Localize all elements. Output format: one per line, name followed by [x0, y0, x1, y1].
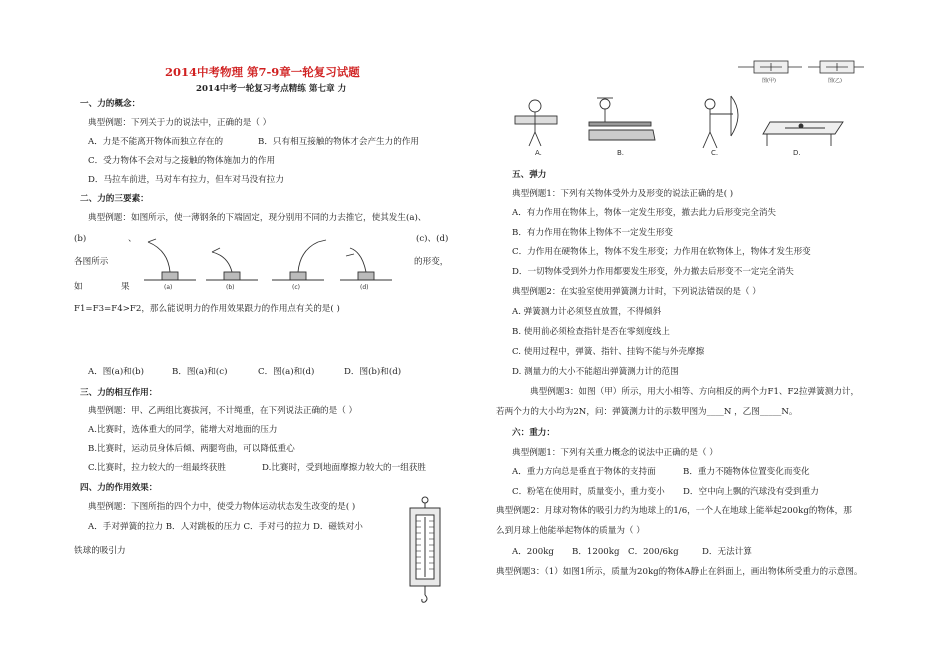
question-force-concept: 典型例题：下列关于力的说法中，正确的是（ ）: [88, 118, 272, 128]
section-gravity-heading: 六：重力：: [512, 428, 555, 438]
question-three-elements-cd: (c)、(d): [416, 234, 449, 244]
steel-strip-deformation-figure: [140, 238, 406, 293]
page-subtitle: 2014中考一轮复习考点精练 第七章 力: [196, 84, 347, 94]
option-a: A．图(a)和(b): [88, 367, 145, 377]
option-b: B．有力作用在物体上物体不一定发生形变: [512, 228, 674, 238]
fig-label-d: (d): [360, 284, 369, 291]
fig-label-jia: 图(甲): [762, 78, 776, 84]
fig-label-c: (c): [292, 284, 300, 291]
question-moon-gravity-line2: 么到月球上他能举起物体的质量为（ ）: [496, 526, 645, 536]
section-force-concept-heading: 一、力的概念：: [80, 99, 141, 109]
question-deformation: 典型例题1：下列有关物体受外力及形变的说法正确的是( ): [512, 189, 734, 199]
question-force-effect-options: A．手对弹簧的拉力 B．人对跳板的压力 C．手对弓的拉力 D．磁铁对小: [88, 522, 363, 532]
option-d: D.比赛时，受到地面摩擦力较大的一组获胜: [262, 463, 427, 473]
option-c: C. 使用过程中，弹簧、指针、挂钩不能与外壳摩擦: [512, 347, 705, 357]
fig-label-b: (b): [226, 284, 235, 291]
question-moon-gravity-line1: 典型例题2：月球对物体的吸引力约为地球上的1/6，一个人在地球上能举起200kg的物体，那: [496, 506, 852, 516]
question-three-elements-comma: 、: [128, 234, 137, 244]
option-c: C．粉笔在使用时，质量变小，重力变小: [512, 487, 665, 497]
option-b: B．重力不随物体位置变化而变化: [683, 467, 810, 477]
option-c: C．力作用在硬物体上，物体不发生形变；力作用在软物体上，物体才发生形变: [512, 247, 811, 257]
question-three-elements-guo: 果: [121, 282, 130, 292]
option-a: A．重力方向总是垂直于物体的支持面: [512, 467, 656, 477]
option-a: A．200kg: [512, 547, 554, 557]
option-c: C.比赛时，拉力较大的一组最终获胜: [88, 463, 226, 473]
question-three-elements-line1: 典型例题：如图所示，使一薄钢条的下端固定，现分别用不同的力去推它，使其发生(a)、: [88, 213, 427, 223]
option-c: C．200/6kg: [628, 547, 679, 557]
option-b: B．只有相互接触的物体才会产生力的作用: [258, 137, 420, 147]
option-d: D．图(b)和(d): [344, 367, 402, 377]
question-gravity-diagram: 典型例题3：（1）如图1所示，质量为20kg的物体A静止在斜面上，画出物体所受重力的示意图。: [496, 567, 863, 577]
option-b: B. 使用前必须检查指针是否在零刻度线上: [512, 327, 670, 337]
pic-label-d: D.: [793, 149, 801, 157]
fig-label-a: (a): [164, 284, 173, 291]
pic-label-c: C.: [711, 149, 719, 157]
option-d: D．一切物体受到外力作用都要发生形变，外力撤去后形变不一定完全消失: [512, 267, 794, 277]
question-three-elements-b: (b): [74, 234, 87, 244]
force-effect-pictures: [505, 92, 850, 158]
option-d: D．无法计算: [702, 547, 752, 557]
question-three-elements-ru: 如: [74, 282, 83, 292]
question-spring-scale-use: 典型例题2：在实验室使用弹簧测力计时，下列说法错误的是（ ）: [512, 287, 761, 297]
question-three-elements-line3b: 的形变，: [414, 257, 449, 267]
section-interaction-heading: 三、力的相互作用：: [80, 388, 158, 398]
question-force-effect-cont: 铁球的吸引力: [74, 546, 126, 556]
spring-scale-figure: [404, 495, 446, 605]
page-title: 2014中考物理 第7-9章一轮复习试题: [165, 65, 360, 79]
question-tug-of-war: 典型例题：甲、乙两组比赛拔河，不计绳重，在下列说法正确的是（ ）: [88, 406, 358, 416]
question-force-effect: 典型例题：下图所指的四个力中，使受力物体运动状态发生改变的是( ): [88, 502, 356, 512]
question-spring-reading-line1: 典型例题3：如图（甲）所示，用大小相等、方向相反的两个力F1、F2拉弹簧测力计，: [530, 387, 860, 397]
section-three-elements-heading: 二、力的三要素：: [80, 194, 149, 204]
option-d: D. 测量力的大小不能超出弹簧测力计的范围: [512, 367, 679, 377]
section-elasticity-heading: 五、弹力: [512, 170, 547, 180]
option-a: A. 弹簧测力计必须竖直放置，不得倾斜: [512, 307, 662, 317]
option-a: A．力是不能离开物体而独立存在的: [88, 137, 224, 147]
option-d: D．马拉车前进，马对车有拉力，但车对马没有拉力: [88, 175, 284, 185]
question-three-elements-line5: F1=F3=F4>F2，那么能说明力的作用效果跟力的作用点有关的是( ): [74, 304, 340, 314]
option-b: B.比赛时，运动员身体后倾、两腿弯曲，可以降低重心: [88, 444, 295, 454]
pic-label-b: B.: [617, 149, 625, 157]
option-d: D．空中向上飘的汽球没有受到重力: [683, 487, 819, 497]
section-effect-heading: 四、力的作用效果：: [80, 483, 158, 493]
spring-balance-pull-figure: [736, 57, 866, 85]
option-c: C．受力物体不会对与之接触的物体施加力的作用: [88, 156, 276, 166]
option-c: C．图(a)和(d): [258, 367, 315, 377]
option-a: A．有力作用在物体上，物体一定发生形变，撤去此力后形变完全消失: [512, 208, 777, 218]
pic-label-a: A.: [535, 149, 542, 157]
option-b: B．1200kg: [572, 547, 620, 557]
option-b: B．图(a)和(c): [172, 367, 228, 377]
question-spring-reading-line2: 若两个力的大小均为2N，问：弹簧测力计的示数甲图为____N ，乙图_____N。: [496, 407, 798, 417]
question-gravity-concept: 典型例题1：下列有关重力概念的说法中正确的是（ ）: [512, 448, 718, 458]
option-a: A.比赛时，选体重大的同学，能增大对地面的压力: [88, 425, 278, 435]
question-three-elements-line3a: 各图所示: [74, 257, 109, 267]
fig-label-yi: 图(乙): [828, 78, 842, 84]
